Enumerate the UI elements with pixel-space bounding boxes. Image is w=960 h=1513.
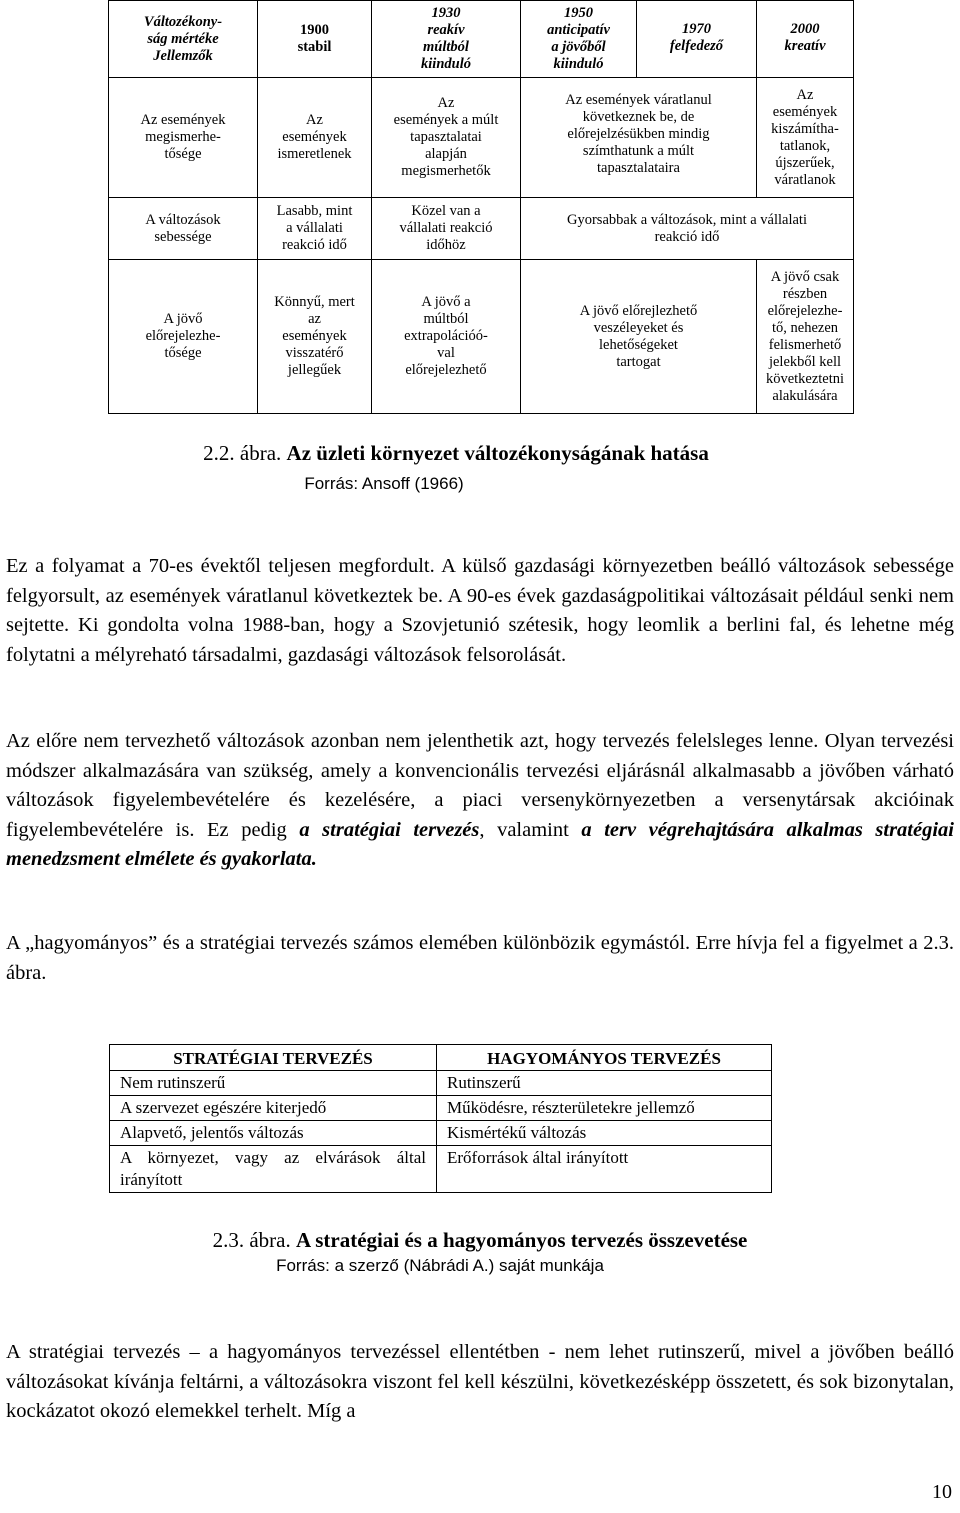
page-number: 10 (932, 1481, 952, 1503)
era-1930-header: 1930 reakív múltból kiinduló (372, 1, 521, 78)
caption-number: 2.3. ábra. (212, 1228, 291, 1252)
emphasis-strategic-planning: a stratégiai tervezés (299, 818, 480, 841)
figure-source-2-3: Forrás: a szerző (Nábrádi A.) saját munkája (276, 1256, 604, 1275)
emphasis-strategic-management: a terv végrehajtására alkalmas stratégiai menedzsment elmélete és gyakorlata. (6, 818, 954, 870)
row-label-predictability: Az események megismerhe- tősége (109, 78, 258, 198)
table-row: A szervezet egészére kiterjedő Működésre, részterületekre jellemző (110, 1096, 772, 1121)
cell-2000-events: Az események kiszámítha- tatlanok, újszerűek, váratlanok (757, 78, 854, 198)
cell-1950-1970-events: Az események váratlanul következnek be, de előrejelzésükben mindig szímthatunk a múlt tapasztalataira (521, 78, 757, 198)
cell-1950-1970-forecast: A jövő előrejlezhető veszéleyeket és lehetőségeket tartogat (521, 260, 757, 414)
figure-caption-2-3 (0, 1228, 960, 1253)
cell-1930-speed: Közel van a vállalati reakció időhöz (372, 198, 521, 260)
cell-1900-events: Az események ismeretlenek (258, 78, 372, 198)
table-row: Alapvető, jelentős változás Kismértékű változás (110, 1121, 772, 1146)
row-label-speed: A változások sebessége (109, 198, 258, 260)
planning-comparison-table (109, 1044, 772, 1193)
cell-1930-events: Az események a múlt tapasztalatai alapján megismerhetők (372, 78, 521, 198)
caption-number: 2.2. ábra. (203, 441, 282, 465)
caption-title: A stratégiai és a hagyományos tervezés összevetése (296, 1228, 748, 1252)
table-row: A környezet, vagy az elvárások által irányított Erőforrások által irányított (110, 1146, 772, 1193)
era-2000-header: 2000 kreatív (757, 1, 854, 78)
era-1900-header: 1900 stabil (258, 1, 372, 78)
change-characteristics-table (108, 0, 854, 414)
cell-1900-speed: Lasabb, mint a vállalati reakció idő (258, 198, 372, 260)
cell-1950-2000-speed: Gyorsabbak a változások, mint a vállalati reakció idő (521, 198, 854, 260)
figure-caption-2-2 (0, 441, 936, 466)
cell-2000-forecast: A jövő csak részben előrejelezhe- tő, nehezen felismerhető jelekből kell következtetni alakulására (757, 260, 854, 414)
body-paragraph-3: A „hagyományos” és a stratégiai tervezés számos elemében különbözik egymástól. Erre hívja fel a figyelmet a 2.3. ábra. (6, 932, 954, 984)
cell-1930-forecast: A jövő a múltból extrapolációó- val előrejelezhető (372, 260, 521, 414)
header-traditional-planning: HAGYOMÁNYOS TERVEZÉS (437, 1045, 772, 1071)
body-paragraph-1: Ez a folyamat a 70-es évektől teljesen megfordult. A külső gazdasági környezetben beálló változások sebessége felgyorsult, az események váratlanul következtek be. A 90-es évek gazdaságpolitikai változásait például senki nem sejtette. Ki gondolta volna 1988-ban, hogy a Szovjetunió szétesik, hogy leomlik a berlini fal, és lehetne még folytatni a mélyreható társadalmi, gazdasági változások felsorolását. (6, 555, 954, 666)
era-1950-header: 1950 anticipatív a jövőből kiinduló (521, 1, 637, 78)
era-1970-header: 1970 felfedező (637, 1, 757, 78)
caption-title: Az üzleti környezet változékonyságának hatása (286, 441, 709, 465)
header-strategic-planning: STRATÉGIAI TERVEZÉS (110, 1045, 437, 1071)
table-row: Nem rutinszerű Rutinszerű (110, 1071, 772, 1096)
row-label-forecastability: A jövő előrejelezhe- tősége (109, 260, 258, 414)
table-corner-header: Változékony- ság mértéke Jellemzők (109, 1, 258, 78)
cell-1900-forecast: Könnyű, mert az események visszatérő jellegűek (258, 260, 372, 414)
figure-source-2-2: Forrás: Ansoff (1966) (304, 474, 464, 493)
body-paragraph-4: A stratégiai tervezés – a hagyományos tervezéssel ellentétben - nem lehet rutinszerű, mivel a jövőben beálló változásokat kívánja feltárni, a változásokra viszont fel kell készülni, következésképp összetett, és sok bizonytalan, kockázatot okozó elemekkel terhelt. Míg a (6, 1341, 954, 1422)
body-paragraph-2: Az előre nem tervezhető változások azonban nem jelenthetik azt, hogy tervezés felelsleges lenne. Olyan tervezési módszer alkalmazására van szükség, amely a konvencionális tervezési eljárásnál alkalmasabb a jövőben várható változások figyelembevételére és kezelésére, a piaci versenykörnyezetben a versenytársak akcióinak figyelembevételére is. Ez pedig a stratégiai tervezés, valamint a terv végrehajtására alkalmas stratégiai menedzsment elmélete és gyakorlata. (6, 730, 954, 870)
